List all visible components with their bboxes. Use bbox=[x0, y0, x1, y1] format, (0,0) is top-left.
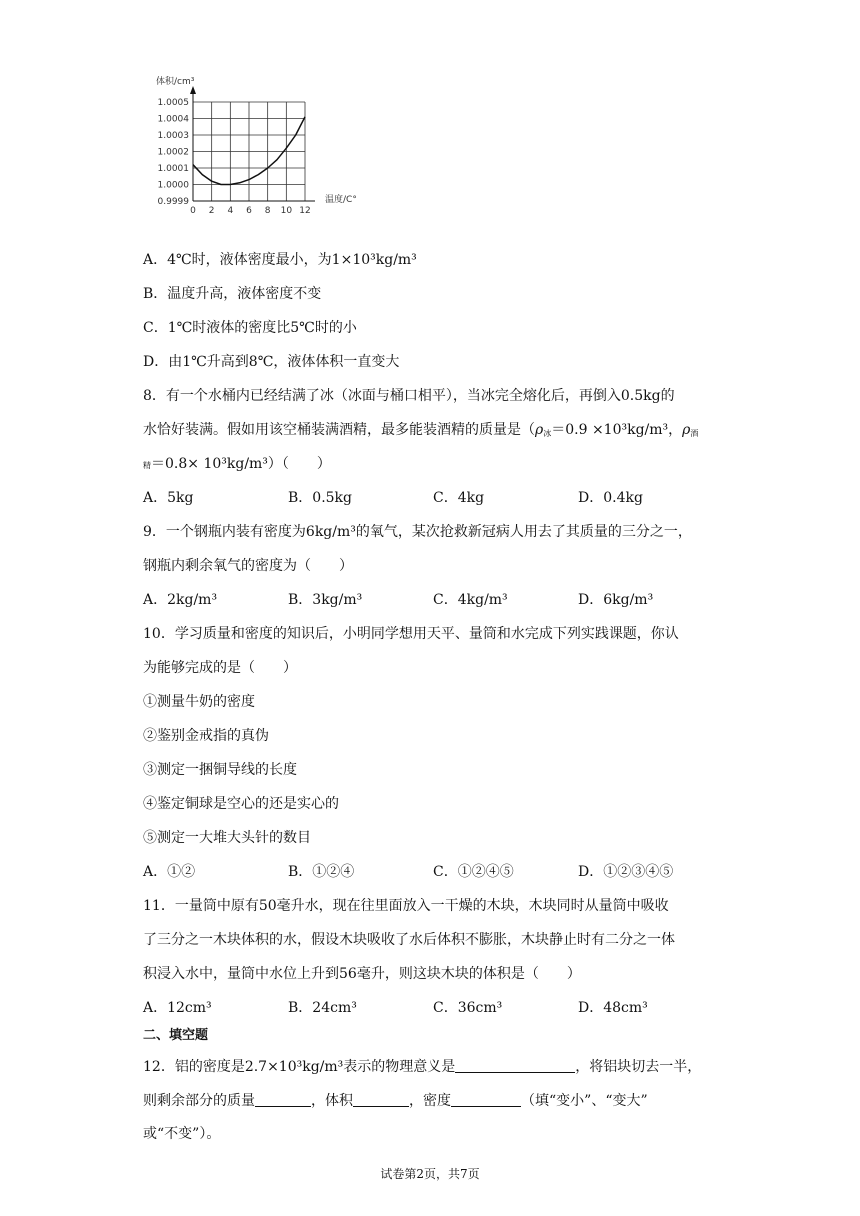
question-content bbox=[143, 252, 723, 1160]
q12-line1-a: 12．铝的密度是2.7×10³kg/m³表示的物理意义是 bbox=[143, 1059, 456, 1075]
q11-option-d[interactable]: D．48cm³ bbox=[578, 1000, 648, 1016]
y-tick-label-0: 0.9999 bbox=[157, 197, 189, 207]
q12-line2-a: 则剩余部分的质量 bbox=[143, 1093, 255, 1109]
q9-option-a[interactable]: A．2kg/m³ bbox=[143, 592, 218, 608]
q10-option-c[interactable]: C．①②④⑤ bbox=[433, 864, 514, 880]
chart-svg bbox=[140, 66, 370, 241]
q8-stem-line3-b: ＝0.8× 10³kg/m³）（ ） bbox=[151, 456, 331, 472]
q9-option-d[interactable]: D．6kg/m³ bbox=[578, 592, 654, 608]
q9-option-b[interactable]: B．3kg/m³ bbox=[288, 592, 363, 608]
q9-stem-line1: 9．一个钢瓶内装有密度为6kg/m³的氧气，某次抢救新冠病人用去了其质量的三分之一， bbox=[143, 524, 692, 540]
q7-option-b[interactable]: B．温度升高，液体密度不变 bbox=[143, 286, 322, 302]
x-tick-label-4: 4 bbox=[227, 206, 234, 216]
y-tick-label-4: 1.0003 bbox=[157, 131, 189, 141]
q10-option-a[interactable]: A．①② bbox=[143, 864, 196, 880]
rho-alcohol-symbol: ρ bbox=[682, 422, 691, 438]
q11-stem-line3: 积浸入水中，量筒中水位上升到56毫升，则这块木块的体积是（ ） bbox=[143, 966, 581, 982]
x-tick-label-12: 12 bbox=[299, 206, 311, 216]
q9-option-c[interactable]: C．4kg/m³ bbox=[433, 592, 508, 608]
q9-stem-line2: 钢瓶内剩余氧气的密度为（ ） bbox=[143, 558, 353, 574]
alcohol-subscript-2: 精 bbox=[143, 461, 151, 470]
x-tick-label-8: 8 bbox=[264, 206, 271, 216]
q8-stem-line1: 8．有一个水桶内已经结满了冰（冰面与桶口相平），当冰完全熔化后，再倒入0.5kg的 bbox=[143, 388, 675, 404]
page-footer: 试卷第2页，共7页 bbox=[380, 1167, 480, 1181]
x-tick-label-6: 6 bbox=[246, 206, 252, 216]
q8-option-a[interactable]: A．5kg bbox=[143, 490, 194, 506]
q12-line2-d: （填“变小”、“变大” bbox=[521, 1093, 648, 1109]
y-axis-label: 体积/cm³ bbox=[156, 77, 195, 87]
ice-subscript: 冰 bbox=[543, 429, 552, 438]
q10-option-b[interactable]: B．①②④ bbox=[288, 864, 355, 880]
q12-line2-b: ，体积 bbox=[311, 1093, 353, 1109]
q10-item-3: ③测定一捆铜导线的长度 bbox=[143, 762, 297, 778]
q9-options bbox=[143, 592, 723, 609]
rho-ice-symbol: ρ bbox=[535, 422, 544, 438]
q8-option-d[interactable]: D．0.4kg bbox=[578, 490, 643, 506]
q12-blank-volume[interactable] bbox=[353, 1092, 409, 1107]
q11-options bbox=[143, 1000, 723, 1017]
q7-option-a[interactable]: A．4℃时，液体密度最小，为1×10³kg/m³ bbox=[143, 252, 417, 268]
x-axis-label: 温度/C° bbox=[325, 195, 357, 205]
q11-option-b[interactable]: B．24cm³ bbox=[288, 1000, 357, 1016]
q8-stem-line2 bbox=[143, 422, 723, 439]
q11-option-c[interactable]: C．36cm³ bbox=[433, 1000, 503, 1016]
q10-item-2: ②鉴别金戒指的真伪 bbox=[143, 728, 269, 744]
q12-line2-c: ，密度 bbox=[409, 1093, 451, 1109]
q12-line1-b: ，将铝块切去一半， bbox=[575, 1059, 702, 1075]
q10-option-d[interactable]: D．①②③④⑤ bbox=[578, 864, 674, 880]
q12-blank-mass[interactable] bbox=[255, 1092, 311, 1107]
q10-item-1: ①测量牛奶的密度 bbox=[143, 694, 255, 710]
x-tick-label-10: 10 bbox=[280, 206, 293, 216]
y-axis-arrow bbox=[190, 86, 196, 94]
q8-options bbox=[143, 490, 723, 507]
x-tick-label-2: 2 bbox=[208, 206, 215, 216]
q11-stem-line1: 11．一量筒中原有50毫升水，现在往里面放入一干燥的木块，木块同时从量筒中吸收 bbox=[143, 898, 669, 914]
section-heading-fill-in: 二、填空题 bbox=[143, 1028, 209, 1043]
q10-stem-line1: 10．学习质量和密度的知识后，小明同学想用天平、量筒和水完成下列实践课题，你认 bbox=[143, 626, 679, 642]
q8-stem-line3 bbox=[143, 456, 723, 473]
y-tick-label-3: 1.0002 bbox=[157, 147, 189, 158]
q8-option-c[interactable]: C．4kg bbox=[433, 490, 485, 506]
q12-blank-density[interactable] bbox=[451, 1092, 521, 1107]
volume-temperature-chart bbox=[140, 66, 370, 241]
alcohol-subscript-1: 酒 bbox=[690, 429, 699, 438]
q8-stem-line2-a: 水恰好装满。假如用该空桶装满酒精，最多能装酒精的质量是（ bbox=[143, 422, 535, 438]
q10-stem-line2: 为能够完成的是（ ） bbox=[143, 660, 297, 676]
q10-options bbox=[143, 864, 723, 881]
y-tick-label-1: 1.0000 bbox=[157, 180, 189, 191]
q12-blank-meaning[interactable] bbox=[455, 1058, 575, 1073]
y-tick-label-2: 1.0001 bbox=[157, 164, 189, 174]
x-tick-label-0: 0 bbox=[190, 206, 196, 216]
q8-stem-line2-b: ＝0.9 ×10³kg/m³， bbox=[551, 422, 683, 438]
q10-item-4: ④鉴定铜球是空心的还是实心的 bbox=[143, 796, 339, 812]
q11-option-a[interactable]: A．12cm³ bbox=[143, 1000, 212, 1016]
y-tick-label-6: 1.0005 bbox=[157, 98, 189, 108]
q11-stem-line2: 了三分之一木块体积的水，假设木块吸收了水后体积不膨胀，木块静止时有二分之一体 bbox=[143, 932, 675, 948]
q7-option-c[interactable]: C．1℃时液体的密度比5℃时的小 bbox=[143, 320, 357, 336]
q12-stem-line2 bbox=[143, 1092, 723, 1109]
y-tick-label-5: 1.0004 bbox=[157, 114, 189, 125]
q12-stem-line3: 或“不变”）。 bbox=[143, 1126, 221, 1142]
q8-option-b[interactable]: B．0.5kg bbox=[288, 490, 352, 506]
q12-stem-line1 bbox=[143, 1058, 723, 1075]
q7-option-d[interactable]: D．由1℃升高到8℃，液体体积一直变大 bbox=[143, 354, 400, 370]
q10-item-5: ⑤测定一大堆大头针的数目 bbox=[143, 830, 311, 846]
